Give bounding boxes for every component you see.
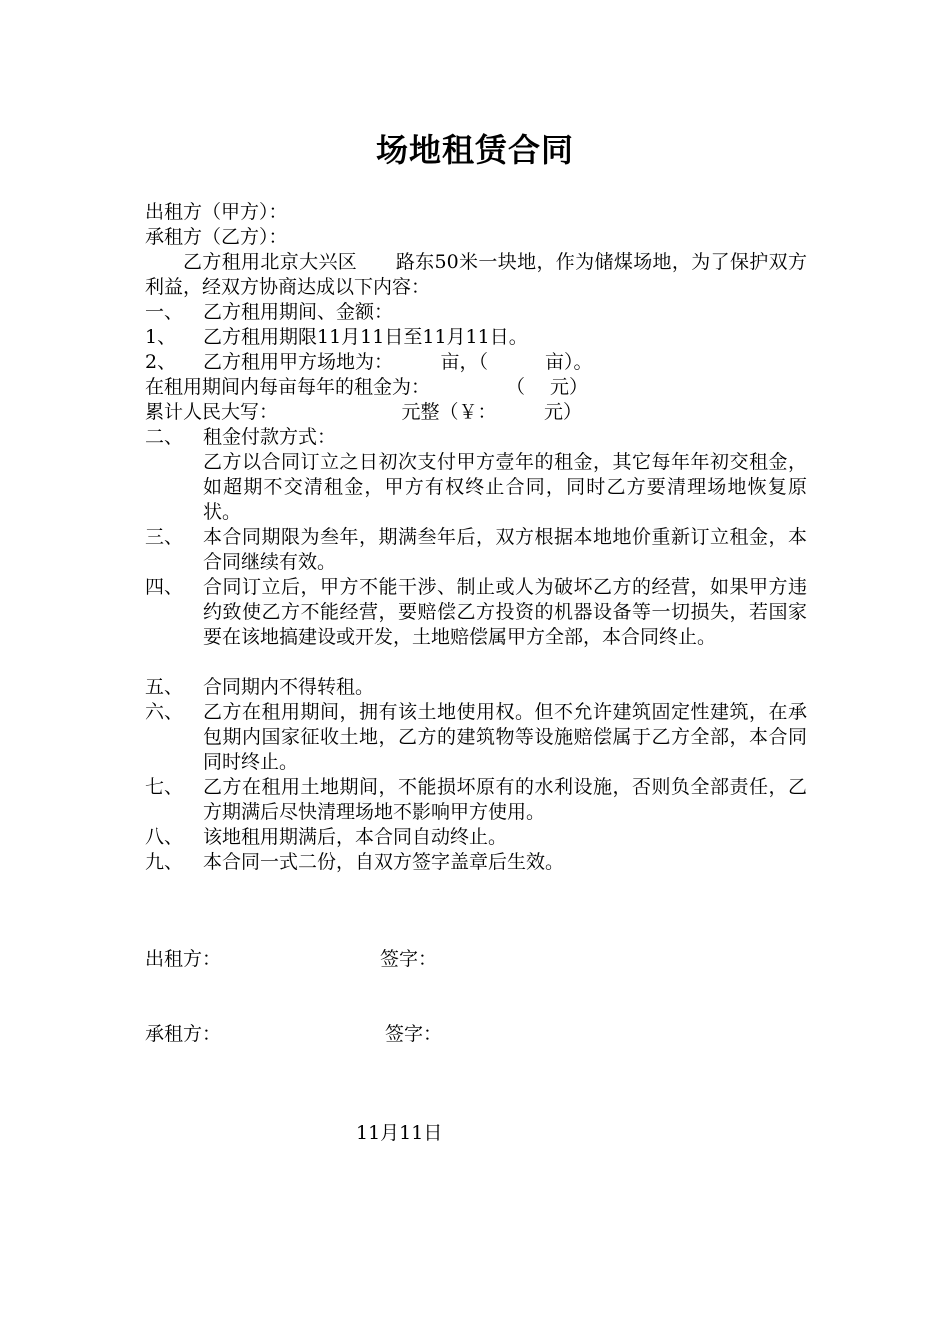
total-line: 累计人民大写： 元整（￥： 元） (145, 401, 583, 423)
lessor-signature-label: 出租方： (145, 948, 222, 970)
clause-9 (145, 850, 807, 875)
clause-text: 该地租用期满后，本合同自动终止。 (203, 826, 508, 848)
lessor-label: 出租方（甲方）： (145, 201, 288, 223)
clause-4 (145, 575, 807, 650)
section-number: 一、 (145, 301, 184, 323)
clause-text: 本合同期限为叁年，期满叁年后，双方根据本地地价重新订立租金，本合同继续有效。 (203, 526, 807, 573)
clause-number: 六、 (145, 701, 184, 723)
clause-8 (145, 825, 807, 850)
clause-3 (145, 525, 807, 575)
section-1-1 (145, 325, 807, 350)
clause-text: 本合同一式二份，自双方签字盖章后生效。 (203, 851, 565, 873)
contract-date: 11月11日 (356, 1122, 443, 1144)
clause-6 (145, 700, 807, 775)
document-title: 场地租赁合同 (375, 131, 574, 169)
lessee-signature-label: 承租方： (145, 1023, 222, 1045)
clause-number: 二、 (145, 426, 184, 448)
clause-5 (145, 675, 807, 700)
clause-number: 九、 (145, 851, 184, 873)
lessee-label: 承租方（乙方）： (145, 226, 288, 248)
clause-text: 乙方在租用期间，拥有该土地使用权。但不允许建筑固定性建筑，在承包期内国家征收土地，乙方的建筑物等设施赔偿属于乙方全部，本合同同时终止。 (203, 701, 807, 773)
intro-paragraph: 乙方租用北京大兴区 路东50米一块地，作为储煤场地，为了保护双方利益，经双方协商达成以下内容： (145, 251, 807, 298)
clause-number: 五、 (145, 676, 184, 698)
section-1-2 (145, 350, 807, 375)
clause-text: 租金付款方式： (203, 426, 337, 448)
clause-number: 七、 (145, 776, 184, 798)
clause-number: 四、 (145, 576, 184, 598)
clause-7 (145, 775, 807, 825)
clause-text: 合同订立后，甲方不能干涉、制止或人为破坏乙方的经营，如果甲方违约致使乙方不能经营，要赔偿乙方投资的机器设备等一切损失，若国家要在该地搞建设或开发，土地赔偿属甲方全部，本合同终止。 (203, 576, 807, 648)
section-number: 2、 (145, 351, 177, 373)
lessee-sign-field: 签字： (385, 1023, 443, 1045)
lessor-sign-field: 签字： (380, 948, 438, 970)
clause-subtext: 乙方以合同订立之日初次支付甲方壹年的租金，其它每年年初交租金，如超期不交清租金，甲方有权终止合同，同时乙方要清理场地恢复原状。 (203, 451, 807, 523)
clause-2 (145, 425, 807, 525)
clause-number: 三、 (145, 526, 184, 548)
rent-line: 在租用期间内每亩每年的租金为： （ 元） (145, 376, 589, 398)
section-number: 1、 (145, 326, 177, 348)
section-text: 乙方租用甲方场地为： 亩，（ 亩）。 (203, 351, 593, 373)
section-1 (145, 300, 807, 325)
section-text: 乙方租用期间、金额： (203, 301, 394, 323)
clause-number: 八、 (145, 826, 184, 848)
clause-text: 乙方在租用土地期间，不能损坏原有的水利设施，否则负全部责任，乙方期满后尽快清理场地不影响甲方使用。 (203, 776, 807, 823)
clause-text: 合同期内不得转租。 (203, 676, 375, 698)
section-text: 乙方租用期限11月11日至11月11日。 (203, 326, 528, 348)
